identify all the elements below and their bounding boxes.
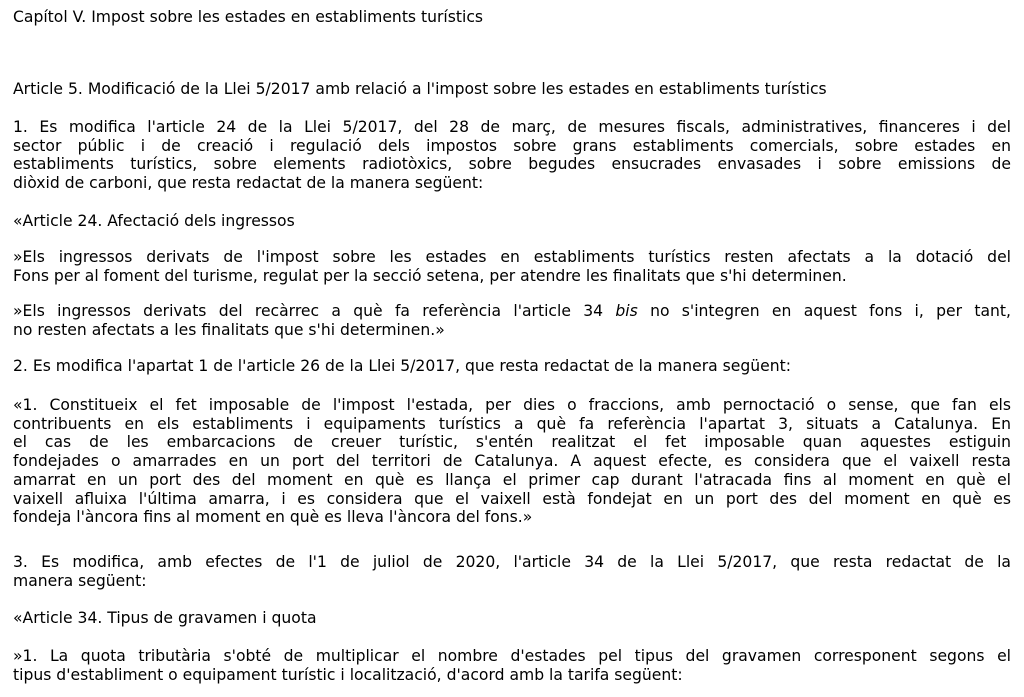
paragraph-1: 1. Es modifica l'article 24 de la Llei 5/2017, del 28 de març, de mesures fiscals, administratives, financeres i del sector públic i de creació i regulació dels impostos sobre grans establiments comercials, sobre estades en establiments turístics, sobre elements radiotòxics, sobre begudes ensucrades envasades i sobre emissions de diòxid de carboni, que resta redactat de la manera següent: (13, 118, 1011, 193)
paragraph-2: 2. Es modifica l'apartat 1 de l'article 26 de la Llei 5/2017, que resta redactat de la manera següent: (13, 357, 791, 375)
paragraph-3: 3. Es modifica, amb efectes de l'1 de juliol de 2020, l'article 34 de la Llei 5/2017, que resta redactat de la manera següent: (13, 553, 1011, 590)
article-24-heading: «Article 24. Afectació dels ingressos (13, 212, 295, 230)
paragraph-quota: »1. La quota tributària s'obté de multiplicar el nombre d'estades pel tipus del gravamen corresponent segons el tipus d'establiment o equipament turístic i localització, d'acord amb la tarifa següent: (13, 647, 1011, 684)
recarrec-line-1: »Els ingressos derivats del recàrrec a què fa referència l'article 34 bis no s'integren en aquest fons i, per tant, (13, 302, 1011, 320)
chapter-title: Capítol V. Impost sobre les estades en establiments turístics (13, 8, 484, 26)
paragraph-ingressos: »Els ingressos derivats de l'impost sobre les estades en establiments turístics resten afectats a la dotació del Fons per al foment del turisme, regulat per la secció setena, per atendre les finalitats que s'hi determinen. (13, 248, 1011, 285)
paragraph-fet-imposable: «1. Constitueix el fet imposable de l'impost l'estada, per dies o fraccions, amb pernoctació o sense, que fan els contribuents en els establiments i equipaments turístics a què fa referència l'apartat 3, situats a Catalunya. En el cas de les embarcacions de creuer turístic, s'entén realitzat el fet imposable quan aquestes estiguin fondejades o amarrades en un port del territori de Catalunya. A aquest efecte, es considera que el vaixell resta amarrat en un port des del moment en què es llança el primer cap durant l'atracada fins al moment en què el vaixell afluixa l'última amarra, i es considera que el vaixell està fondejat en un port des del moment en què es fondeja l'àncora fins al moment en què es lleva l'àncora del fons.» (13, 396, 1011, 527)
paragraph-recarrec: »Els ingressos derivats del recàrrec a què fa referència l'article 34 bis no s'integren en aquest fons i, per tant, no resten afectats a les finalitats que s'hi determinen.» (13, 302, 1011, 339)
article-heading: Article 5. Modificació de la Llei 5/2017 amb relació a l'impost sobre les estades en establiments turístics (13, 80, 827, 98)
article-34-heading: «Article 34. Tipus de gravamen i quota (13, 609, 317, 627)
